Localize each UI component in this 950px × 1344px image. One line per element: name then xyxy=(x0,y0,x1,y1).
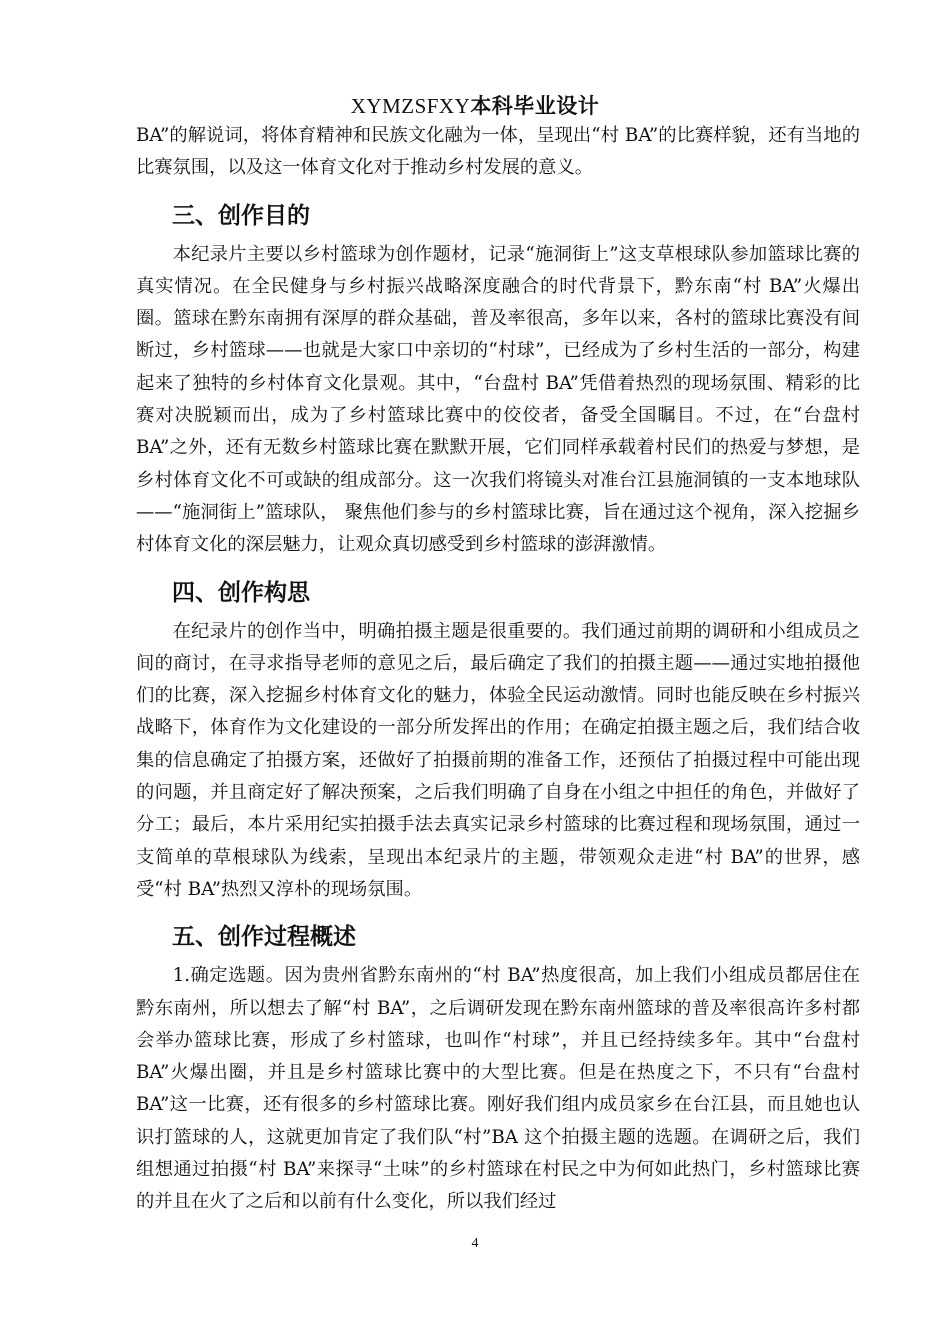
heading-creation-concept: 四、创作构思 xyxy=(172,579,310,606)
header-school-code: XYMZSFXY xyxy=(350,94,471,118)
paragraph-purpose: 本纪录片主要以乡村篮球为创作题材，记录“施洞街上”这支草根球队参加篮球比赛的真实情况。在全民健身与乡村振兴战略深度融合的时代背景下，黔东南“村 BA”火爆出圈。篮球在黔东南拥有深厚的群众基础，普及率很高，多年以来，各村的篮球比赛没有间断过，乡村篮球——也就是大家口中亲切的“村球”，已经成为了乡村生活的一部分，构建起来了独特的乡村体育文化景观。其中，“台盘村 BA”凭借着热烈的现场氛围、精彩的比赛对决脱颖而出，成为了乡村篮球比赛中的佼佼者，备受全国瞩目。不过，在“台盘村 BA”之外，还有无数乡村篮球比赛在默默开展，它们同样承载着村民们的热爱与梦想，是乡村体育文化不可或缺的组成部分。这一次我们将镜头对准台江县施洞镇的一支本地球队——“施洞街上”篮球队， 聚焦他们参与的乡村篮球比赛，旨在通过这个视角，深入挖掘乡村体育文化的深层魅力，让观众真切感受到乡村篮球的澎湃激情。 xyxy=(136,243,860,556)
paragraph-continued: BA”的解说词，将体育精神和民族文化融为一体，呈现出“村 BA”的比赛样貌，还有当地的比赛氛围，以及这一体育文化对于推动乡村发展的意义。 xyxy=(136,125,860,179)
heading-creation-purpose: 三、创作目的 xyxy=(172,202,310,229)
heading-creation-process: 五、创作过程概述 xyxy=(172,924,356,951)
page-number: 4 xyxy=(471,1236,479,1251)
header-title: 本科毕业设计 xyxy=(470,94,600,118)
page-header xyxy=(0,92,950,120)
paragraph-concept: 在纪录片的创作当中，明确拍摄主题是很重要的。我们通过前期的调研和小组成员之间的商讨，在寻求指导老师的意见之后，最后确定了我们的拍摄主题——通过实地拍摄他们的比赛，深入挖掘乡村体育文化的魅力，体验全民运动激情。同时也能反映在乡村振兴战略下，体育作为文化建设的一部分所发挥出的作用；在确定拍摄主题之后，我们结合收集的信息确定了拍摄方案，还做好了拍摄前期的准备工作，还预估了拍摄过程中可能出现的问题，并且商定好了解决预案，之后我们明确了自身在小组之中担任的角色，并做好了分工；最后，本片采用纪实拍摄手法去真实记录乡村篮球的比赛过程和现场氛围，通过一支简单的草根球队为线索，呈现出本纪录片的主题，带领观众走进“村 BA”的世界，感受“村 BA”热烈又淳朴的现场氛围。 xyxy=(136,620,860,900)
page-content xyxy=(136,120,860,1219)
paragraph-process-step-1: 1.确定选题。因为贵州省黔东南州的“村 BA”热度很高，加上我们小组成员都居住在黔东南州，所以想去了解“村 BA”，之后调研发现在黔东南州篮球的普及率很高许多村都会举办篮球比赛，形成了乡村篮球，也叫作“村球”，并且已经持续多年。其中“台盘村 BA”火爆出圈，并且是乡村篮球比赛中的大型比赛。但是在热度之下，不只有“台盘村 BA”这一比赛，还有很多的乡村篮球比赛。刚好我们组内成员家乡在台江县，而且她也认识打篮球的人，这就更加肯定了我们队“村”BA 这个拍摄主题的选题。在调研之后，我们组想通过拍摄“村 BA”来探寻“土味”的乡村篮球在村民之中为何如此热门，乡村篮球比赛的并且在火了之后和以前有什么变化，所以我们经过 xyxy=(136,965,860,1213)
